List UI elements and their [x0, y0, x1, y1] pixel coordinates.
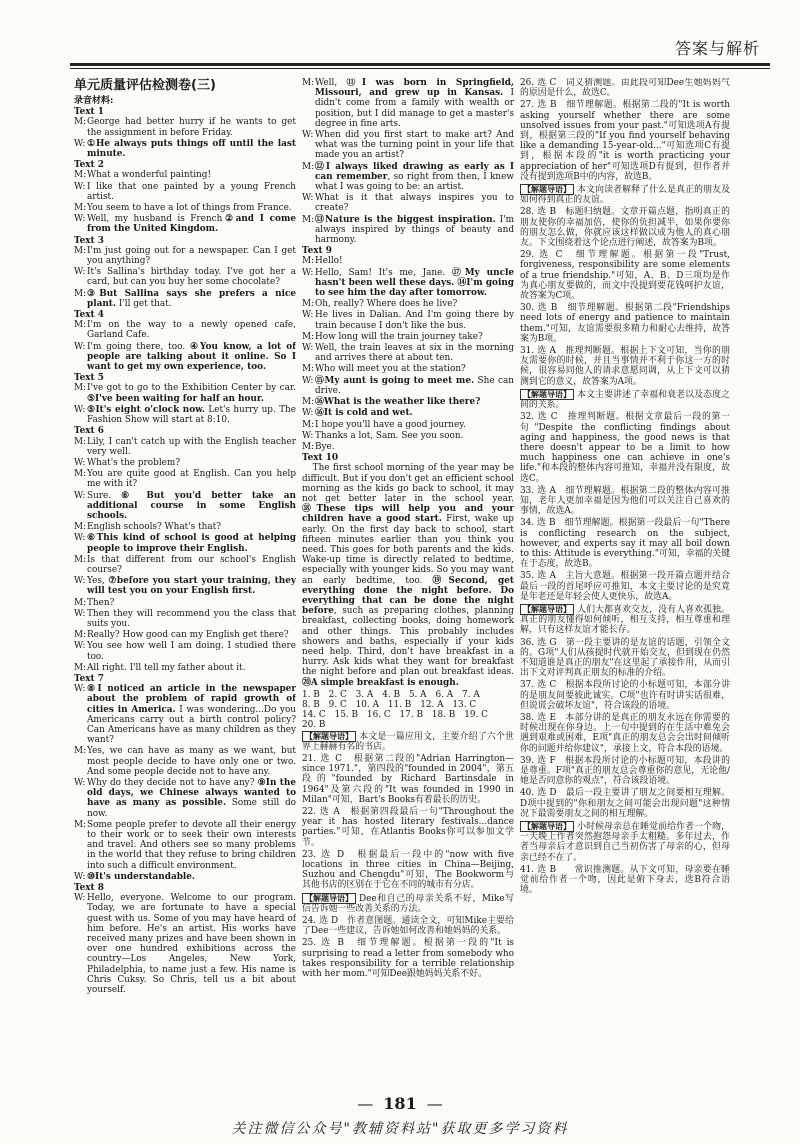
guide-note: 【解题导语】 Dee和自己的母亲关系不好，Mike写信告诉她一些改善关系的方法。: [302, 893, 514, 914]
dialogue-line: M: George had better hurry if he wants to get the assignment in before Friday.: [74, 117, 296, 138]
column-1: [74, 78, 296, 1090]
dialogue-line: M: How long will the train journey take?: [302, 331, 483, 342]
dialogue-line: W: Well, my husband is French②and I come from the United Kingdom.: [74, 214, 296, 235]
unit-title: 单元质量评估检测卷(三): [74, 78, 216, 93]
dialogue-line: W: ⑮My aunt is going to meet me. She can drive.: [302, 375, 514, 396]
answer-explanation: 29. 选 C 细节理解题。根据第一段"Trust, forgiveness, responsibility are some elements of a true friendship."可知，A、B、D三项均是作为真心朋友要做的，而文中没提到要花钱呵护友谊，故答案为C项。: [520, 250, 730, 302]
guide-note: 【解题导语】 本文向读者解释了什么是真正的朋友及如何得到真正的友谊。: [520, 185, 730, 206]
dialogue-line: M: I hope you'll have a good journey.: [302, 419, 466, 430]
text-3-label: Text 3: [74, 235, 104, 246]
text-2-label: Text 2: [74, 160, 104, 171]
answer-key-row: 8. B 9. C 10. A 11. B 12. A 13. C: [302, 699, 477, 710]
dialogue-line: M: I've got to go to the Exhibition Center by car. ⑤I've been waiting for half an hour.: [74, 383, 296, 404]
dialogue-line: M: ⑬Nature is the biggest inspiration. I'm always inspired by things of beauty and harmony.: [302, 214, 514, 246]
dialogue-line: M: You seem to have a lot of things from France.: [74, 203, 292, 214]
answer-explanation: 34. 选 B 细节理解题。根据第一段最后一句"There is conflicting research on the subject, however, and experts say it may all boil down to this: Attitude is everything."可知，幸福的关键在于态度，故选B。: [520, 518, 730, 570]
answer-explanation: 31. 选 A 推理判断题。根据上下文可知，当你的朋友需要你的时候，并且当事情并不利于你这一方的时候，很容易同他人的请求意愿同调，从上下文可以猜测到它的意义，故答案为A项。: [520, 346, 730, 387]
dialogue-line: M: ③But Sallina says she prefers a nice plant. I'll get that.: [74, 288, 296, 309]
text-4-label: Text 4: [74, 310, 104, 321]
dialogue-line: M: Really? How good can my English get there?: [74, 630, 289, 641]
answer-explanation: 26. 选 C 词义猜测题。由此段可知Dee生她妈妈气的原因是什么，故选C。: [520, 78, 730, 99]
text-1-label: Text 1: [74, 107, 104, 118]
answer-explanation: 30. 选 B 细节理解题。根据第二段"Friendships need lots of energy and patience to maintain them."可知，友谊需要很多精力和耐心去维持，故答案为B项。: [520, 303, 730, 344]
guide-note: 【解题导语】 本文主要讲述了幸福和衰老以及态度之间的关系。: [520, 389, 730, 411]
dialogue-line: W: ⑥This kind of school is good at helping people to improve their English.: [74, 533, 296, 554]
dialogue-line: M: English schools? What's that?: [74, 522, 221, 533]
answer-explanation: 38. 选 E 本部分讲的是真正的朋友永远在你需要的时候出现在你身边。上一句中提到的在生活中难免会遇到艰难或困难，E项"真正的朋友总会会出时间倾听你的问题并给你建议"，承接上文，符合本段的语境。: [520, 712, 730, 754]
dialogue-line: W: You see how well I am doing. I studied there too.: [74, 641, 296, 662]
dialogue-line: M: Oh, really? Where does he live?: [302, 299, 458, 310]
dialogue-line: W: ⑯It is cold and wet.: [302, 408, 413, 419]
answer-explanation: 24. 选 D 作者意图题。通读全文，可知Mike主要给了Dee一些建议，告诉她如何改善和她妈妈的关系。: [302, 916, 514, 937]
dialogue-line: W: ①He always puts things off until the last minute.: [74, 138, 296, 160]
guide-note: 【解题导语】 小时候母亲总在睡觉前给作者一个吻，一天晚上作者突然抱怨母亲手太粗糙。多年过去，作者当母亲后才意识到自己当初伤害了母亲的心，但母亲已经不在了。: [520, 822, 730, 863]
dialogue-line: M: Who will meet you at the station?: [302, 364, 466, 375]
answer-explanation: 35. 选 A 主旨大意题。根据第一段开篇点题并结合最后一段的首尾呼应可推知，本文主要讨论的是究竟是年老还是年轻会使人更快乐，故选A。: [520, 571, 730, 602]
answer-key-row: 1. B 2. C 3. A 4. B 5. A 6. A 7. A: [302, 689, 480, 700]
dialogue-line: W: He lives in Dalian. And I'm going there by train because I don't like the bus.: [302, 310, 514, 331]
text-10-label: Text 10: [302, 453, 339, 464]
dialogue-line: M: What a wonderful painting!: [74, 170, 212, 181]
material-label: 录音材料:: [74, 96, 114, 106]
header-rule-thin: [70, 68, 770, 69]
dialogue-line: W: Hello, everyone. Welcome to our program. Today, we are fortunate to have a special guest with us. Some of you may have heard of him before. He's an artist. His works have received many prizes and have been shown in over one hundred exhibitions across the country—Los Angeles, New York, Philadelphia, to name just a few. His name is Chris Cuksy. So Chris, tell us a bit about yourself.: [74, 893, 296, 996]
dialogue-line: M: Well, ⑪I was born in Springfield, Missouri, and grew up in Kansas. I didn't come from a family with wealth or position, but I did manage to get a master's degree in fine arts.: [302, 78, 514, 129]
guide-note: 【解题导语】 本文是一篇应用文，主要介绍了六个世界上赫赫有名的书店。: [302, 731, 514, 752]
dialogue-line: W: ⑤It's eight o'clock now. Let's hurry up. The Fashion Show will start at 8:10.: [74, 404, 296, 426]
dialogue-line: W: When did you first start to make art? And what was the turning point in your life that made you an artist?: [302, 130, 514, 161]
page-header: [0, 0, 800, 70]
dialogue-line: M: I'm on the way to a newly opened cafe, Garland Cafe.: [74, 320, 296, 341]
dialogue-line: M: Lily, I can't catch up with the English teacher very well.: [74, 436, 296, 457]
footer-note: 关注微信公众号"教辅资料站"获取更多学习资料: [231, 1121, 569, 1137]
dialogue-line: W: It's Sallina's birthday today. I've got her a card, but can you buy her some chocolate?: [74, 267, 296, 288]
dialogue-line: M: All right. I'll tell my father about it.: [74, 662, 246, 673]
guide-note: 【解题导语】 人们大都喜欢交友，没有人喜欢孤独。真正的朋友懂得如何倾听，相互支持，相互尊重和理解，只有这样友谊才能长存。: [520, 604, 730, 636]
dialogue-line: W: Yes, ⑦before you start your training, they will test you on your English first.: [74, 576, 296, 597]
column-2: [302, 78, 514, 1090]
page-number: — 181 —: [0, 1094, 800, 1113]
answer-explanation: 36. 选 G 第一段主要讲的是友谊的话题，引领全文的。G项"人们从孩提时代就开始交友，但到现在仍然不知道谁是真正的朋友"在这里起了承接作用，从而引出下文对评判真正朋友的标准的介绍。: [520, 637, 730, 679]
answer-keys: [302, 690, 514, 731]
dialogue-line: W: What is it that always inspires you to create?: [302, 193, 514, 214]
dialogue-line: W: Sure. ⑥ But you'd better take an additional course in some English schools.: [74, 490, 296, 521]
dialogue-line: M: Is that different from our school's English course?: [74, 554, 296, 575]
answer-explanation: 27. 选 B 细节理解题。根据第二段的"It is worth asking yourself whether there are some unsolved issues from your past."可知选项A有提到，根据第三段的"If you find yourself behaving like a demanding 15-year-old..."可知选项C有提到，根据本段的"it is worth practicing your appreciation of her"可知选项D有提到，但作者并没有提到选项B中的内容，故选B。: [520, 100, 730, 182]
answer-explanation: 25. 选 B 细节理解题。根据第一段的"It is surprising to read a letter from somebody who takes responsibility for a terrible relationship with her mom."可知Dee跟她妈妈关系不好。: [302, 938, 514, 980]
text-5-label: Text 5: [74, 373, 104, 384]
dialogue-line: M: Hello!: [302, 256, 343, 267]
answer-key-row: 14. C 15. B 16. C 17. B 18. B 19. C: [302, 710, 488, 721]
dialogue-line: W: Thanks a lot, Sam. See you soon.: [302, 430, 464, 441]
dialogue-line: M: You are quite good at English. Can you help me with it?: [74, 469, 296, 490]
answer-explanation: 39. 选 F 根据本段所讨论的小标题可知，本段讲的是尊重。F项"真正的朋友总会尊重你的意见，无论他/她是否同意你的观点"，符合该段语境。: [520, 755, 730, 787]
answer-explanation: 32. 选 C 推理判断题。根据文章最后一段的第一句"Despite the conflicting findings about aging and happiness, the good news is that there doesn't appear to be a limit to how much happiness one can achieve in one's life."和本段的整体内容可推知，幸福并没有限度，故选C。: [520, 412, 730, 484]
answer-explanation: 22. 选 A 根据第四段最后一句"Throughout the year it has hosted literary festivals...dance parties."可知，在Atlantis Books你可以参加文学节。: [302, 807, 514, 848]
text-9-label: Text 9: [302, 246, 332, 257]
dialogue-line: W: Why do they decide not to have any? ⑨In the old days, we Chinese always wanted to have as many as possible. Some still do now.: [74, 778, 296, 819]
dialogue-line: W: ⑩It's understandable.: [74, 871, 196, 882]
text-7-label: Text 7: [74, 673, 104, 684]
answer-explanation: 28. 选 B 标题归纳题。文章开篇点题，指明真正的朋友使你的幸福加倍，使你的负担减半，如果你要你的朋友怎么做，你就应该这样做以成为他人的真心朋友。下文围绕着这个论点进行阐述，故答案为B项。: [520, 207, 730, 249]
answer-explanation: 33. 选 A 细节理解题。根据第二段的整体内容可推知，老年人更加幸福是因为他们可以关注自己喜欢的事情，故选A。: [520, 485, 730, 517]
header-title: 答案与解析: [674, 39, 760, 58]
dialogue-line: M: ⑯What is the weather like there?: [302, 397, 481, 408]
text-6-label: Text 6: [74, 426, 104, 437]
dialogue-line: M: ⑫I always liked drawing as early as I can remember, so right from then, I knew what I was going to be: an artist.: [302, 161, 514, 193]
dialogue-line: W: What's the problem?: [74, 457, 181, 468]
dialogue-line: M: Bye.: [302, 441, 335, 452]
answer-explanation: 37. 选 C 根据本段所讨论的小标题可知，本部分讲的是朋友间要彼此诚实。C项"也许有时讲实话很难，但说谎会破坏友谊"，符合该段的语境。: [520, 680, 730, 711]
dialogue-line: W: I like that one painted by a young French artist.: [74, 181, 296, 202]
passage-paragraph: The first school morning of the year may be difficult. But if you don't get an efficient school morning as the kids go back to school, it may not get better later in the school year. ⑱These tips will help you and your children have a good start. First, wake up early. On the first day back to school, start fifteen minutes earlier than you think you need. This goes for both parents and the kids. Wake-up time is directly related to bedtime, especially with younger kids. So you may want an early bedtime, too. ⑲Second, get everything done the night before. Do everything that can be done the night before, such as preparing clothes, planning breakfast, collecting books, doing homework and other things. This probably includes showers and baths, especially if your kids need help. Third, don't have breakfast in a hurry. Ask kids what they want for breakfast the night before and plan out breakfast ideas. ⑳A simple breakfast is enough.: [302, 463, 514, 688]
answer-explanation: 41. 选 B 常识推测题。从下文可知，母亲要在睡觉前给作者一个吻，因此是俯下身去，选B符合语境。: [520, 864, 730, 896]
answer-explanation: 21. 选 C 根据第二段的"Adrian Harrington—since 1971."，第四段的"founded in 2004"，第五段的"founded by Richard Bartinsdale in 1964"及第六段的"It was founded in 1990 in Milan"可知，Bart's Books有着最长的历史。: [302, 754, 514, 805]
dialogue-line: M: I'm just going out for a newspaper. Can I get you anything?: [74, 245, 296, 267]
text-8-label: Text 8: [74, 883, 104, 894]
dialogue-line: W: I'm going there, too. ④You know, a lot of people are talking about it online. So I want to get my own experience, too.: [74, 341, 296, 373]
dialogue-line: M: Then?: [74, 597, 115, 608]
dialogue-line: W: Then they will recommend you the class that suits you.: [74, 608, 296, 629]
dialogue-line: M: Some people prefer to devote all their energy to their work or to seek their own interests and travel. And others see so many problems in the world that they refuse to bring children into such a difficult environment.: [74, 819, 296, 871]
dialogue-line: W: Hello, Sam! It's me, Jane. ⑰My uncle hasn't been well these days. ⑭I'm going to see him the day after tomorrow.: [302, 267, 514, 299]
dialogue-line: M: Yes, we can have as many as we want, but most people decide to have only one or two. And some people decide not to have any.: [74, 746, 296, 777]
header-rule: [70, 63, 770, 66]
dialogue-line: W: ⑧I noticed an article in the newspaper about the problem of rapid growth of cities in America. I was wondering...Do you Americans carry out a birth control policy? Can Americans have as many children as they want?: [74, 684, 296, 746]
dialogue-line: W: Well, the train leaves at six in the morning and arrives there at about ten.: [302, 343, 514, 364]
column-3: [520, 78, 730, 1090]
answer-explanation: 23. 选 D 根据最后一段中的"now with five locations in three cities in China—Beijing, Suzhou and Chengdu"可知，The Bookworm与其他书店的区别在于它在不同的城市有分店。: [302, 849, 514, 891]
answer-key-row: 20. B: [302, 720, 326, 731]
answer-explanation: 40. 选 D 最后一段主要讲了朋友之间要相互理解。D项中提到的"你和朋友之间可能会出现问题"这种情况下最需要朋友之间的相互理解。: [520, 788, 730, 819]
